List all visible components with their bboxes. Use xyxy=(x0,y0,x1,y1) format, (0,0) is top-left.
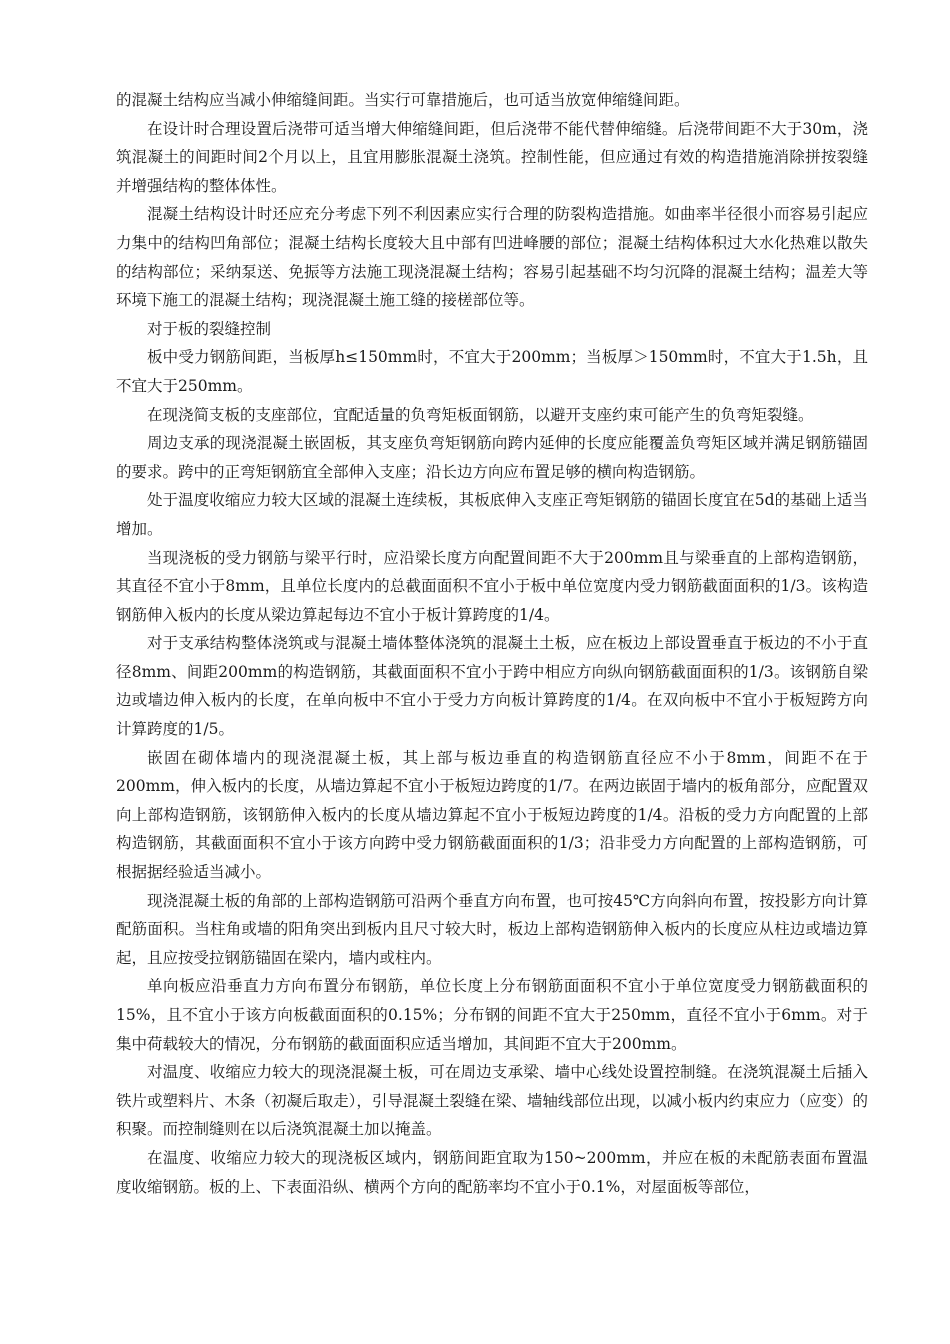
paragraph: 对温度、收缩应力较大的现浇混凝土板，可在周边支承梁、墙中心线处设置控制缝。在浇筑混凝土后插入铁片或塑料片、木条（初凝后取走），引导混凝土裂缝在梁、墙轴线部位出现，以减小板内约束应力（应变）的积聚。而控制缝则在以后浇筑混凝土加以掩盖。 xyxy=(116,1063,868,1139)
paragraph: 在设计时合理设置后浇带可适当增大伸缩缝间距，但后浇带不能代替伸缩缝。后浇带间距不大于30m，浇筑混凝土的间距时间2个月以上，且宜用膨胀混凝土浇筑。控制性能，但应通过有效的构造措施消除拼按裂缝并增强结构的整体体性。 xyxy=(116,119,868,195)
paragraph: 板中受力钢筋间距，当板厚h≤150mm时，不宜大于200mm；当板厚＞150mm时，不宜大于1.5h，且不宜大于250mm。 xyxy=(116,348,868,395)
paragraph: 的混凝土结构应当减小伸缩缝间距。当实行可靠措施后，也可适当放宽伸缩缝间距。 xyxy=(116,91,690,109)
paragraph: 周边支承的现浇混凝土嵌固板，其支座负弯矩钢筋向跨内延伸的长度应能覆盖负弯矩区域并满足钢筋锚固的要求。跨中的正弯矩钢筋宜全部伸入支座；沿长边方向应布置足够的横向构造钢筋。 xyxy=(116,434,868,481)
paragraph: 混凝土结构设计时还应充分考虑下列不利因素应实行合理的防裂构造措施。如曲率半径很小而容易引起应力集中的结构凹角部位；混凝土结构长度较大且中部有凹进峰腰的部位；混凝土结构体积过大水化热难以散失的结构部位；采纳泵送、免振等方法施工现浇混凝土结构；容易引起基础不均匀沉降的混凝土结构；温差大等环境下施工的混凝土结构；现浇混凝土施工缝的接槎部位等。 xyxy=(116,205,868,310)
paragraph: 处于温度收缩应力较大区域的混凝土连续板，其板底伸入支座正弯矩钢筋的锚固长度宜在5d的基础上适当增加。 xyxy=(116,491,868,538)
paragraph: 现浇混凝土板的角部的上部构造钢筋可沿两个垂直方向布置，也可按45℃方向斜向布置，按投影方向计算配筋面积。当柱角或墙的阳角突出到板内且尺寸较大时，板边上部构造钢筋伸入板内的长度应从柱边或墙边算起，且应按受拉钢筋锚固在梁内，墙内或柱内。 xyxy=(116,891,868,967)
section-heading: 对于板的裂缝控制 xyxy=(147,319,272,338)
paragraph: 嵌固在砌体墙内的现浇混凝土板，其上部与板边垂直的构造钢筋直径应不小于8mm，间距不在于200mm，伸入板内的长度，从墙边算起不宜小于板短边跨度的1/7。在两边嵌固于墙内的板角部分，应配置双向上部构造钢筋，该钢筋伸入板内的长度从墙边算起不宜小于板短边跨度的1/4。沿板的受力方向配置的上部构造钢筋，其截面面积不宜小于该方向跨中受力钢筋截面面积的1/3；沿非受力方向配置的上部构造钢筋，可根据据经验适当减小。 xyxy=(116,748,868,882)
paragraph: 在现浇简支板的支座部位，宜配适量的负弯矩板面钢筋，以避开支座约束可能产生的负弯矩裂缝。 xyxy=(147,405,814,424)
paragraph: 单向板应沿垂直力方向布置分布钢筋，单位长度上分布钢筋面面积不宜小于单位宽度受力钢筋截面积的15%，且不宜小于该方向板截面面积的0.15%；分布钢的间距不宜大于250mm，直径不宜小于6mm。对于集中荷载较大的情况，分布钢筋的截面面积应适当增加，其间距不宜大于200mm。 xyxy=(116,977,868,1053)
paragraph: 在温度、收缩应力较大的现浇板区域内，钢筋间距宜取为150~200mm，并应在板的未配筋表面布置温度收缩钢筋。板的上、下表面沿纵、横两个方向的配筋率均不宜小于0.1%，对屋面板等部位， xyxy=(116,1148,868,1196)
paragraph: 当现浇板的受力钢筋与梁平行时，应沿梁长度方向配置间距不大于200mm且与梁垂直的上部构造钢筋，其直径不宜小于8mm，且单位长度内的总截面面积不宜小于板中单位宽度内受力钢筋截面面积的1/3。该构造钢筋伸入板内的长度从梁边算起每边不宜小于板计算跨度的1/4。 xyxy=(116,548,868,624)
paragraph: 对于支承结构整体浇筑或与混凝土墙体整体浇筑的混凝土土板，应在板边上部设置垂直于板边的不小于直径8mm、间距200mm的构造钢筋，其截面面积不宜小于跨中相应方向纵向钢筋截面面积的1/3。该钢筋自梁边或墙边伸入板内的长度，在单向板中不宜小于受力方向板计算跨度的1/4。在双向板中不宜小于板短跨方向计算跨度的1/5。 xyxy=(116,634,868,739)
document-body xyxy=(116,86,868,1201)
